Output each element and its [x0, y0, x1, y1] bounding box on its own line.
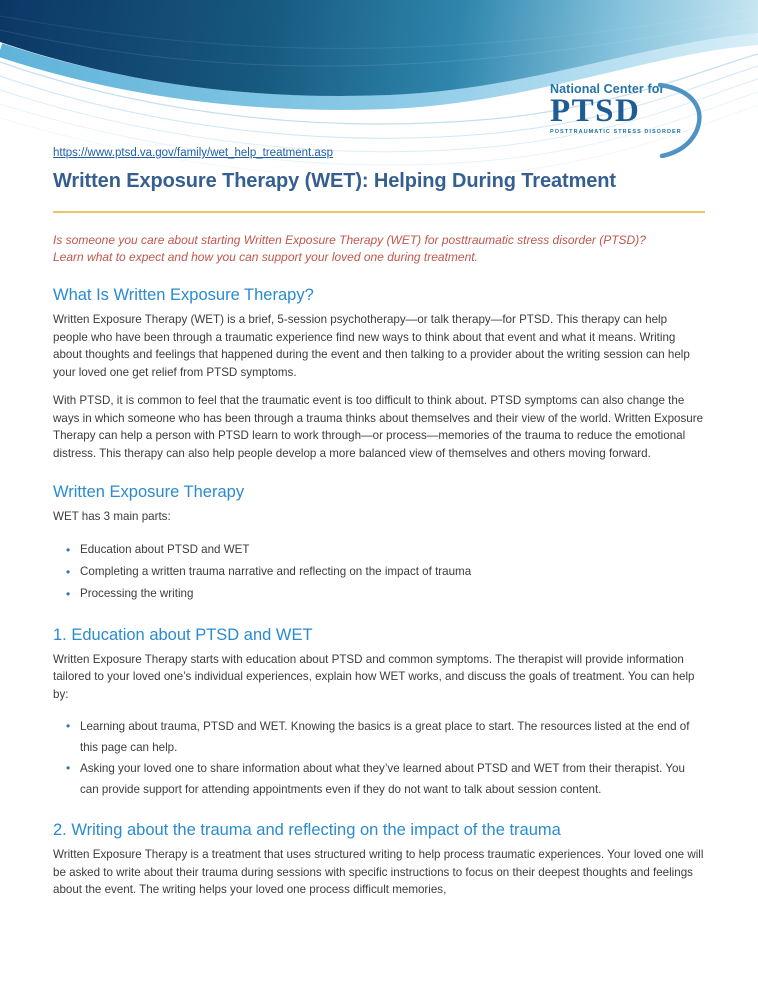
- help-list: [53, 716, 705, 800]
- list-item: [66, 758, 705, 800]
- intro-text: [53, 232, 705, 265]
- title-divider: [53, 211, 705, 213]
- page-title: Written Exposure Therapy (WET): Helping During Treatment: [53, 170, 616, 192]
- list-item-text: Completing a written trauma narrative and reflecting on the impact of trauma: [80, 564, 472, 578]
- logo-arc-icon: [658, 82, 710, 158]
- list-item-text: Education about PTSD and WET: [80, 542, 250, 556]
- intro-line-2: Learn what to expect and how you can support your loved one during treatment.: [53, 249, 478, 264]
- header-banner: [0, 0, 758, 142]
- logo-top-text: National Center for: [550, 82, 665, 96]
- list-item-text: Learning about trauma, PTSD and WET. Knowing the basics is a great place to start. The resources listed at the end of this page can help.: [80, 720, 690, 754]
- document-content: [0, 142, 758, 899]
- bullet-icon: •: [66, 564, 71, 579]
- section-writing: [53, 821, 705, 899]
- section-wet-parts: [53, 483, 705, 605]
- paragraph: WET has 3 main parts:: [53, 510, 171, 523]
- section-heading: Written Exposure Therapy: [53, 483, 245, 501]
- ncptsd-logo: [550, 82, 708, 156]
- list-item: [66, 539, 705, 561]
- list-item: [66, 716, 705, 758]
- paragraph: Written Exposure Therapy starts with education about PTSD and common symptoms. The therapist will provide information tailored to your loved one’s individual experiences, explain how WET works, and discuss the goals of treatment. You can help by:: [53, 652, 695, 701]
- bullet-icon: •: [66, 761, 71, 775]
- bullet-icon: •: [66, 719, 71, 733]
- list-item-text: Asking your loved one to share information about what they’ve learned about PTSD and WET from their therapist. You can provide support for attending appointments even if they do not want to talk about session content.: [80, 762, 685, 796]
- intro-line-1: Is someone you care about starting Written Exposure Therapy (WET) for posttraumatic stress disorder (PTSD)?: [53, 233, 646, 247]
- list-item: [66, 583, 705, 605]
- wet-parts-list: [53, 539, 705, 605]
- paragraph: Written Exposure Therapy (WET) is a brief, 5-session psychotherapy—or talk therapy—for PTSD. This therapy can help people who have been through a traumatic experience find new ways to think about that event and what it means. Writing about thoughts and feelings that happened during the event and then talking to a provider about the writing session can help your loved one get relief from PTSD symptoms.: [53, 313, 690, 379]
- section-heading: 2. Writing about the trauma and reflecting on the impact of the trauma: [53, 821, 561, 839]
- list-item-text: Processing the writing: [80, 586, 194, 600]
- paragraph: With PTSD, it is common to feel that the traumatic event is too difficult to think about. PTSD symptoms can also change the ways in which someone who has been through a trauma thinks about themselves and their view of the world. Written Exposure Therapy can help a person with PTSD learn to work through—or process—memories of the trauma to reduce the emotional distress. This therapy can also help people develop a more balanced view of themselves and others moving forward.: [53, 394, 704, 460]
- bullet-icon: •: [66, 542, 71, 557]
- logo-sub-text: POSTTRAUMATIC STRESS DISORDER: [550, 129, 682, 136]
- logo-main-text: PTSD: [550, 93, 641, 129]
- list-item: [66, 561, 705, 583]
- section-education: [53, 626, 705, 801]
- bullet-icon: •: [66, 586, 71, 601]
- source-url-link[interactable]: https://www.ptsd.va.gov/family/wet_help_treatment.asp: [53, 147, 333, 159]
- section-heading: 1. Education about PTSD and WET: [53, 625, 313, 644]
- section-heading: What Is Written Exposure Therapy?: [53, 286, 314, 304]
- paragraph: Written Exposure Therapy is a treatment that uses structured writing to help process traumatic experiences. Your loved one will be asked to write about their trauma during sessions with specific instructions to focus on their deepest thoughts and feelings about the event. The writing helps your loved one process difficult memories,: [53, 848, 704, 896]
- section-what-is-wet: [53, 286, 705, 462]
